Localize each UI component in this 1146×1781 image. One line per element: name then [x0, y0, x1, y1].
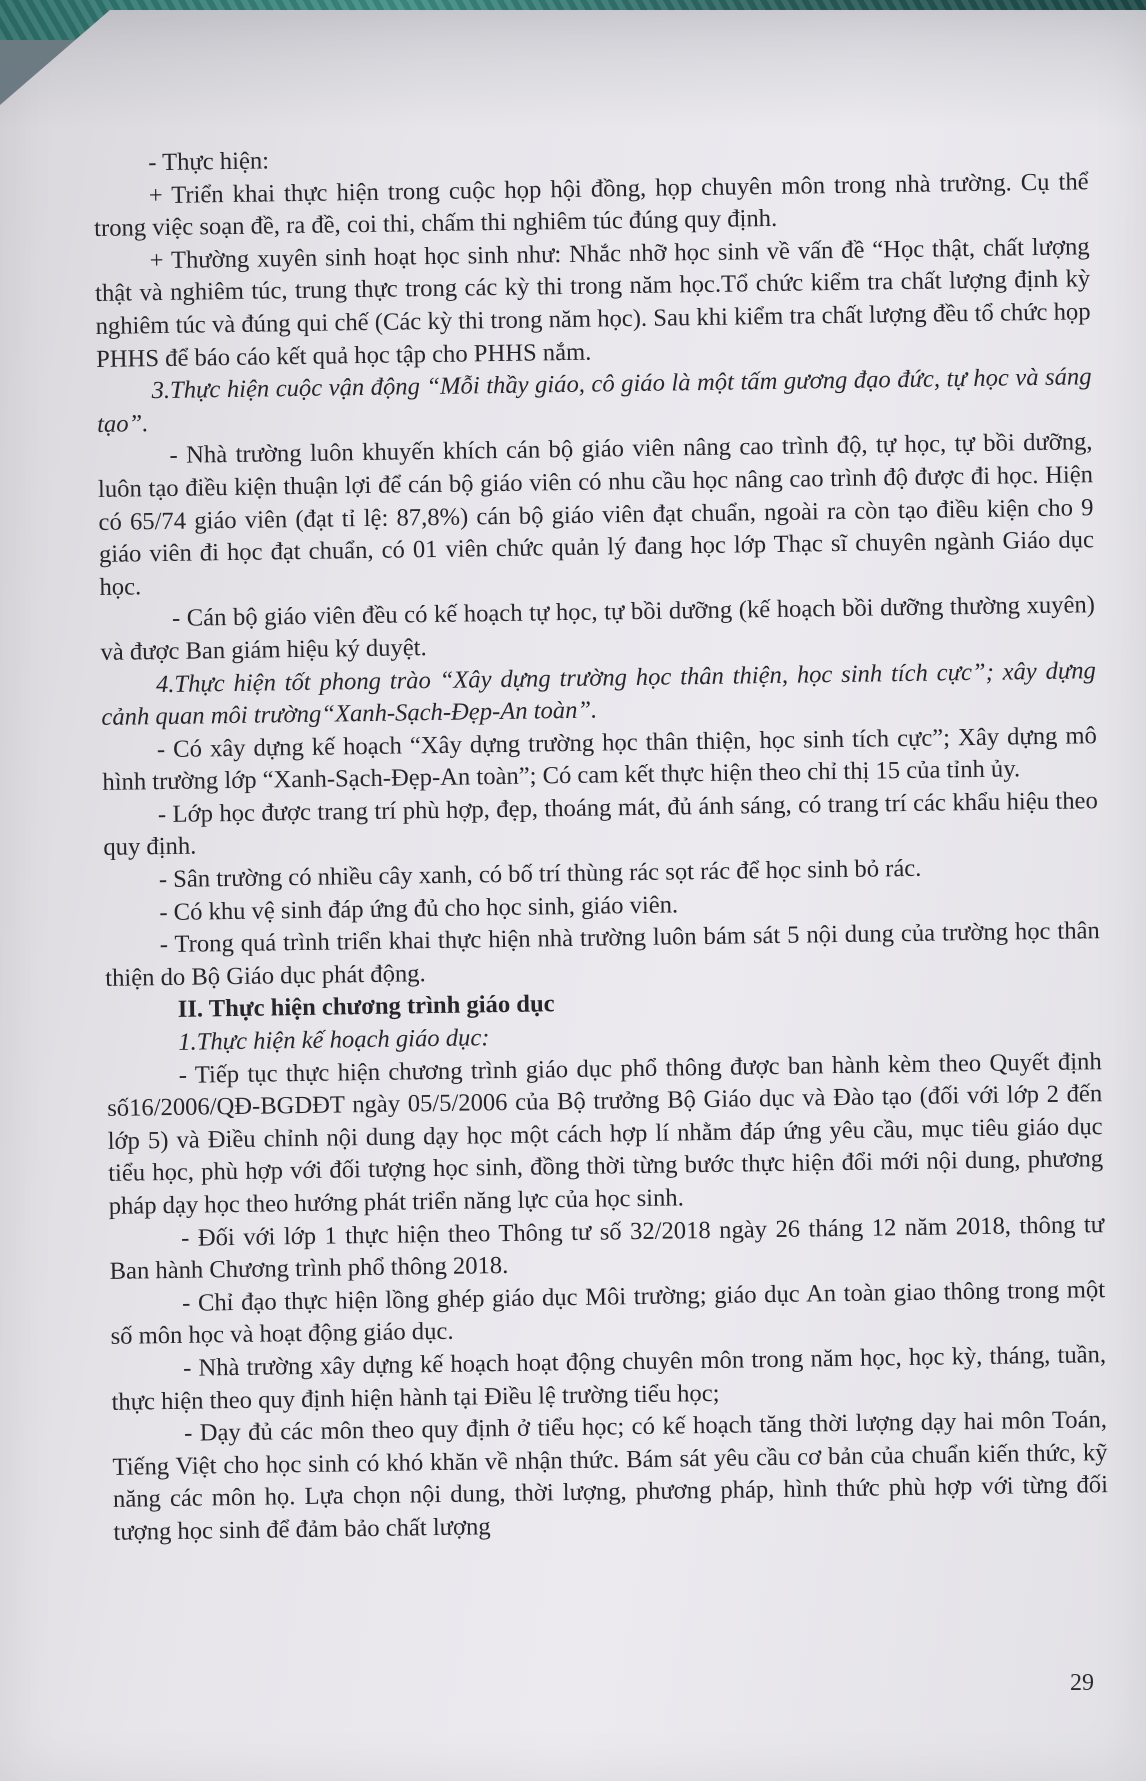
paragraph-implementation-label: - Thực hiện:	[148, 147, 270, 177]
section-heading-movement-4: 4.Thực hiện tốt phong trào “Xây dựng trường học thân thiện, học sinh tích cực”; xây dựng cảnh quan môi trường“Xanh-Sạch-Đẹp-An toàn”.	[101, 656, 1097, 732]
subsection-heading-1: 1.Thực hiện kế hoạch giáo dục:	[178, 1024, 490, 1056]
paragraph-self-study-plan: - Cán bộ giáo viên đều có kế hoạch tự học, tự bồi dưỡng (kế hoạch bồi dưỡng thường xuyên) và được Ban giám hiệu ký duyệt.	[100, 591, 1096, 666]
paragraph-teaching-subjects: - Dạy đủ các môn theo quy định ở tiểu học; có kế hoạch tăng thời lượng dạy hai môn Toán, Tiếng Việt cho học sinh có khó khăn về nhận thức. Bám sát yêu cầu cơ bản của chuẩn kiến thức, kỹ năng các môn họ. Lựa chọn nội dung, thời lượng, phương pháp, hình thức phù hợp với từng đối tượng học sinh để đảm bảo chất lượng	[112, 1406, 1109, 1546]
section-heading-ii: II. Thực hiện chương trình giáo dục	[177, 990, 555, 1024]
paragraph-five-contents: - Trong quá trình triển khai thực hiện nhà trường luôn bám sát 5 nội dung của trường học thân thiện do Bộ Giáo dục phát động.	[105, 917, 1100, 992]
page-shadow	[0, 10, 1146, 130]
page-number: 29	[1070, 1670, 1094, 1696]
paragraph-teacher-training: - Nhà trường luôn khuyến khích cán bộ giáo viên nâng cao trình độ, tự học, tự bồi dưỡng, luôn tạo điều kiện thuận lợi để cán bộ giáo viên có nhu cầu học nâng cao trình độ được đi học. Hiện có 65/74 giáo viên (đạt tỉ lệ: 87,8%) cán bộ giáo viên đạt chuẩn, ngoài ra còn tạo điều kiện cho 9 giáo viên đi học đạt chuẩn, có 01 viên chức quản lý đang học lớp Thạc sĩ chuyên ngành Giáo dục học.	[97, 428, 1095, 601]
paragraph-schoolyard: - Sân trường có nhiều cây xanh, có bố trí thùng rác sọt rác để học sinh bỏ rác.	[158, 854, 922, 894]
paragraph-professional-plan: - Nhà trường xây dựng kế hoạch hoạt động chuyên môn trong năm học, học kỳ, tháng, tuần, thực hiện theo quy định hiện hành tại Điều lệ trường tiểu học;	[111, 1341, 1107, 1416]
paragraph-friendly-school-plan: - Có xây dựng kế hoạch “Xây dựng trường học thân thiện, học sinh tích cực”; Xây dựng mô hình trường lớp “Xanh-Sạch-Đẹp-An toàn”; Có cam kết thực hiện theo chỉ thị 15 của tỉnh ủy.	[102, 721, 1098, 797]
paragraph-deploy-meetings: + Triển khai thực hiện trong cuộc họp hội đồng, họp chuyên môn trong nhà trường. Cụ thể trong việc soạn đề, ra đề, coi thi, chấm thi nghiêm túc đúng quy định.	[93, 167, 1089, 243]
paragraph-curriculum: - Tiếp tục thực hiện chương trình giáo dục phổ thông được ban hành kèm theo Quyết định số16/2006/QĐ-BGDĐT ngày 05/5/2006 của Bộ trưởng Bộ Giáo dục và Đào tạo (đối với lớp 2 đến lớp 5) và Điều chỉnh nội dung dạy học một cách hợp lí nhằm đáp ứng yêu cầu, mục tiêu giáo dục tiểu học, phù hợp với đối tượng học sinh, đồng thời từng bước thực hiện đổi mới nội dung, phương pháp dạy học theo hướng phát triển năng lực của học sinh.	[107, 1047, 1104, 1220]
section-heading-campaign-3: 3.Thực hiện cuộc vận động “Mỗi thầy giáo, cô giáo là một tấm gương đạo đức, tự học và sáng tạo”.	[96, 363, 1092, 438]
document-body	[93, 133, 1109, 1549]
paragraph-classroom-decoration: - Lớp học được trang trí phù hợp, đẹp, thoáng mát, đủ ánh sáng, có trang trí các khẩu hiệu theo quy định.	[103, 787, 1098, 862]
paragraph-integrated-education: - Chỉ đạo thực hiện lồng ghép giáo dục Môi trường; giáo dục An toàn giao thông trong một số môn học và hoạt động giáo dục.	[110, 1275, 1106, 1351]
paragraph-grade-1: - Đối với lớp 1 thực hiện theo Thông tư số 32/2018 ngày 26 tháng 12 năm 2018, thông tư Ban hành Chương trình phổ thông 2018.	[109, 1210, 1105, 1286]
paragraph-student-activities: + Thường xuyên sinh hoạt học sinh như: Nhắc nhỡ học sinh về vấn đề “Học thật, chất lượng thật và nghiêm túc, trung thực trong các kỳ thi trong năm học.Tổ chức kiểm tra chất lượng định kỳ nghiêm túc và đúng qui chế (Các kỳ thi trong năm học). Sau khi kiểm tra chất lượng đều tổ chức họp PHHS để báo cáo kết quả học tập cho PHHS nắm.	[94, 233, 1091, 373]
paragraph-sanitation: - Có khu vệ sinh đáp ứng đủ cho học sinh, giáo viên.	[159, 891, 679, 926]
